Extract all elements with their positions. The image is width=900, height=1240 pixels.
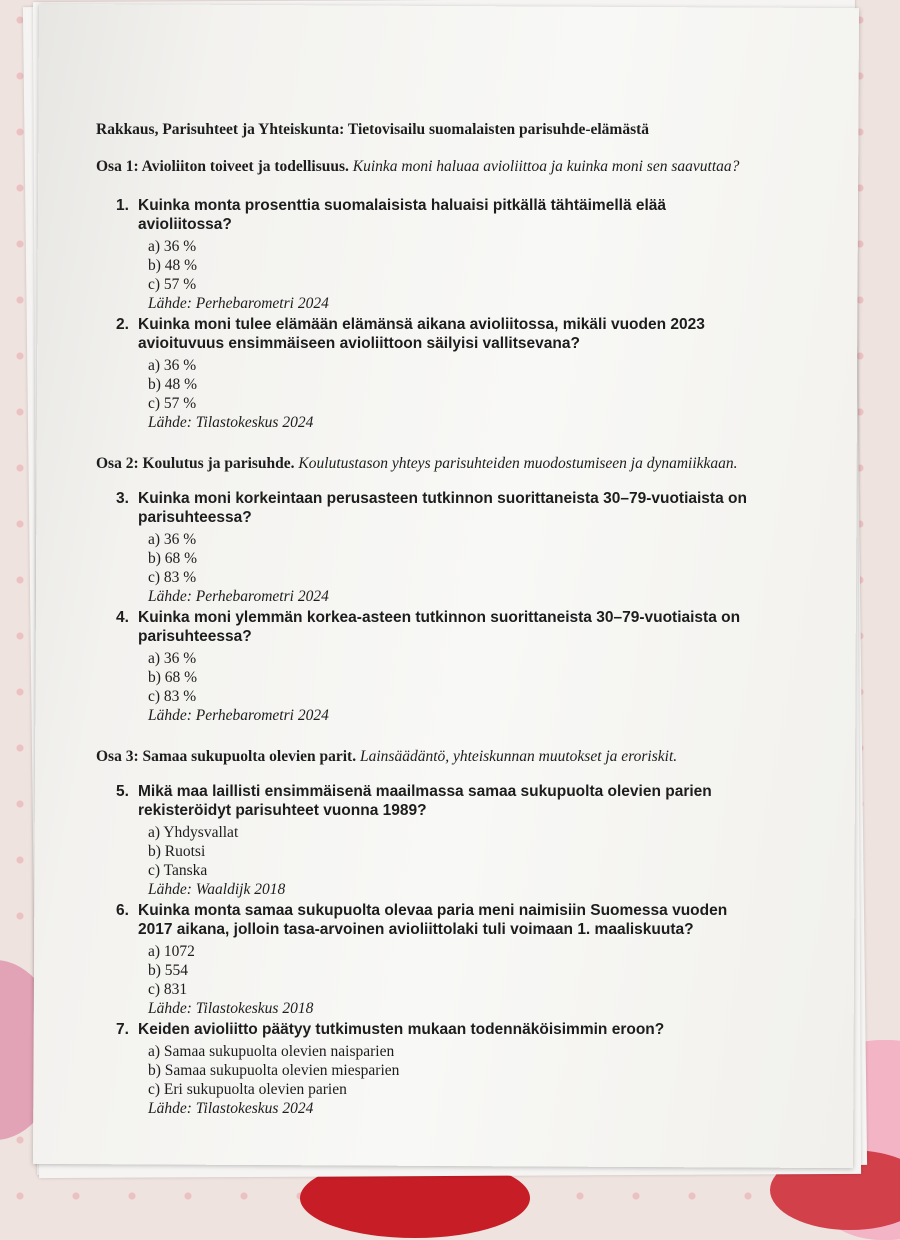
- answer-option-b: b) 554: [148, 962, 189, 979]
- question-1: [96, 196, 756, 313]
- source-citation: Lähde: Tilastokeskus 2024: [148, 1100, 314, 1117]
- section-heading-subtitle: Lainsäädäntö, yhteiskunnan muutokset ja eroriskit.: [359, 748, 678, 765]
- quiz-content: [96, 120, 756, 1140]
- question-3: [96, 489, 756, 606]
- question-number: 1.: [116, 197, 129, 214]
- answer-option-a: a) 1072: [148, 943, 195, 960]
- section-heading-title: Osa 1: Avioliiton toiveet ja todellisuus.: [96, 158, 349, 175]
- answer-option-b: b) 48 %: [148, 257, 198, 274]
- answer-option-b: b) 68 %: [148, 669, 198, 686]
- answer-option-c: c) 83 %: [148, 688, 197, 705]
- answer-option-c: c) 57 %: [148, 395, 197, 412]
- question-text: Mikä maa laillisti ensimmäisenä maailmassa samaa sukupuolta olevien parien rekisteröidyt parisuhteet vuonna 1989?: [138, 783, 712, 819]
- answer-options: [148, 530, 756, 587]
- question-2: [96, 315, 756, 432]
- section-2: [96, 454, 756, 725]
- answer-option-c: c) Eri sukupuolta olevien parien: [148, 1081, 347, 1098]
- question-number: 2.: [116, 316, 129, 333]
- question-5: [96, 782, 756, 899]
- section-heading-subtitle: Kuinka moni haluaa avioliittoa ja kuinka moni sen saavuttaa?: [352, 158, 740, 175]
- section-3: [96, 747, 756, 1118]
- document-title: Rakkaus, Parisuhteet ja Yhteiskunta: Tietovisailu suomalaisten parisuhde-elämästä: [96, 121, 650, 138]
- section-heading: [96, 157, 756, 176]
- question-6: [96, 901, 756, 1018]
- question-text: Keiden avioliitto päätyy tutkimusten mukaan todennäköisimmin eroon?: [138, 1021, 665, 1038]
- question-list: [96, 489, 756, 725]
- answer-options: [148, 237, 756, 294]
- question-text: Kuinka monta prosenttia suomalaisista haluaisi pitkällä tähtäimellä elää avioliitossa?: [138, 197, 667, 233]
- answer-option-b: b) 48 %: [148, 376, 198, 393]
- answer-option-c: c) Tanska: [148, 862, 208, 879]
- source-citation: Lähde: Perhebarometri 2024: [148, 295, 329, 312]
- answer-options: [148, 356, 756, 413]
- answer-options: [148, 942, 756, 999]
- section-heading-title: Osa 2: Koulutus ja parisuhde.: [96, 455, 295, 472]
- answer-options: [148, 1042, 756, 1099]
- answer-option-c: c) 831: [148, 981, 188, 998]
- question-text: Kuinka moni tulee elämään elämänsä aikana avioliitossa, mikäli vuoden 2023 avioituvuus ensimmäiseen avioliittoon säilyisi vallitsevana?: [138, 316, 705, 352]
- section-heading-title: Osa 3: Samaa sukupuolta olevien parit.: [96, 748, 357, 765]
- source-citation: Lähde: Tilastokeskus 2024: [148, 414, 314, 431]
- question-text: Kuinka moni ylemmän korkea-asteen tutkinnon suorittaneista 30–79-vuotiaista on parisuhteessa?: [138, 609, 741, 645]
- source-citation: Lähde: Perhebarometri 2024: [148, 588, 329, 605]
- question-number: 3.: [116, 490, 129, 507]
- answer-options: [148, 823, 756, 880]
- answer-option-a: a) Yhdysvallat: [148, 824, 239, 841]
- section-heading-subtitle: Koulutustason yhteys parisuhteiden muodostumiseen ja dynamiikkaan.: [298, 455, 738, 472]
- answer-option-c: c) 83 %: [148, 569, 197, 586]
- answer-option-c: c) 57 %: [148, 276, 197, 293]
- answer-option-a: a) 36 %: [148, 357, 197, 374]
- question-list: [96, 196, 756, 432]
- question-number: 6.: [116, 902, 129, 919]
- section-heading: [96, 454, 756, 473]
- question-7: [96, 1020, 756, 1118]
- source-citation: Lähde: Perhebarometri 2024: [148, 707, 329, 724]
- question-number: 7.: [116, 1021, 129, 1038]
- question-text: Kuinka moni korkeintaan perusasteen tutkinnon suorittaneista 30–79-vuotiaista on parisuhteessa?: [138, 490, 747, 526]
- question-number: 5.: [116, 783, 129, 800]
- section-1: [96, 157, 756, 432]
- source-citation: Lähde: Tilastokeskus 2018: [148, 1000, 314, 1017]
- answer-option-b: b) Samaa sukupuolta olevien miesparien: [148, 1062, 400, 1079]
- question-text: Kuinka monta samaa sukupuolta olevaa paria meni naimisiin Suomessa vuoden 2017 aikana, jolloin tasa-arvoinen avioliittolaki tuli voimaan 1. maaliskuuta?: [138, 902, 728, 938]
- section-heading: [96, 747, 756, 766]
- answer-option-a: a) 36 %: [148, 531, 197, 548]
- question-4: [96, 608, 756, 725]
- answer-options: [148, 649, 756, 706]
- answer-option-b: b) 68 %: [148, 550, 198, 567]
- answer-option-a: a) 36 %: [148, 650, 197, 667]
- question-number: 4.: [116, 609, 129, 626]
- answer-option-a: a) 36 %: [148, 238, 197, 255]
- question-list: [96, 782, 756, 1118]
- answer-option-a: a) Samaa sukupuolta olevien naisparien: [148, 1043, 395, 1060]
- source-citation: Lähde: Waaldijk 2018: [148, 881, 286, 898]
- answer-option-b: b) Ruotsi: [148, 843, 206, 860]
